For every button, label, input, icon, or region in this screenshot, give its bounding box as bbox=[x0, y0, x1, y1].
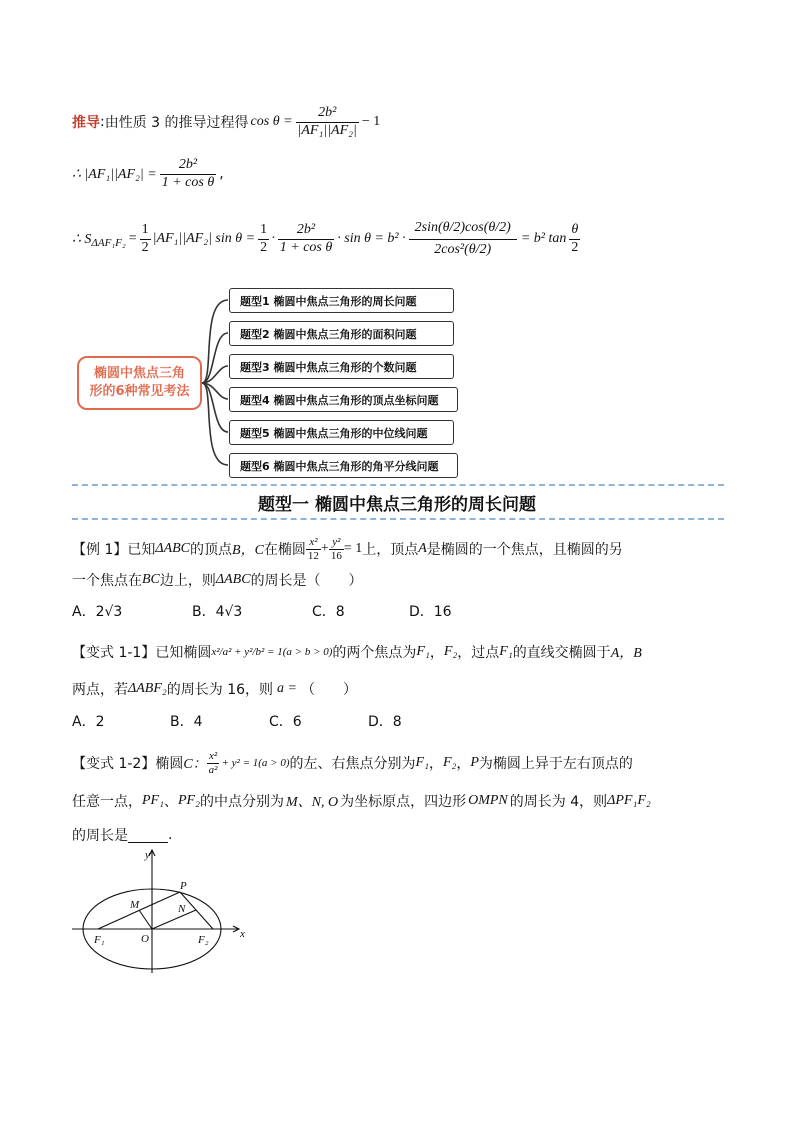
variant1-triangle: ΔABF₂ bbox=[128, 681, 167, 696]
variant2-line2-a: 任意一点， bbox=[72, 794, 142, 810]
example1-text-a: 已知 bbox=[127, 542, 156, 558]
example1-triangle: ΔABC bbox=[155, 541, 191, 556]
example1-line-1 bbox=[72, 529, 623, 569]
line3-end: = b² tan bbox=[520, 231, 567, 246]
variant1-comma: ， bbox=[429, 645, 444, 661]
line3-subscript: ΔAF₁F₂ bbox=[91, 237, 126, 249]
variant1-option-c: C．6 bbox=[269, 714, 302, 730]
big-denominator: 2cos²(θ/2) bbox=[434, 241, 492, 257]
label-y: y bbox=[145, 849, 150, 861]
variant2-line3-a: 的周长是 bbox=[72, 828, 128, 844]
variant1-line-1 bbox=[72, 636, 642, 668]
variant2-x-den: a² bbox=[208, 763, 218, 776]
label-F2: F₂ bbox=[198, 934, 209, 946]
example1-option-b: B．4√3 bbox=[192, 604, 243, 620]
line2-denominator: 1 + cos θ bbox=[161, 174, 215, 190]
variant2-line-2 bbox=[72, 790, 651, 812]
example1-x-fraction bbox=[306, 536, 321, 562]
variant2-PF1: PF₁ bbox=[142, 793, 164, 808]
example1-y-den: 16 bbox=[330, 549, 342, 562]
example1-text-d: 上，顶点 bbox=[362, 542, 419, 558]
line2-lhs: ∴ |AF₁||AF₂| = bbox=[72, 166, 157, 182]
mindmap-item-3: 题型3 椭圆中焦点三角形的个数问题 bbox=[229, 354, 454, 379]
variant1-option-d: D．8 bbox=[368, 714, 402, 730]
variant1-tag: 【变式 1-1】 bbox=[72, 645, 156, 661]
cos-tail: − 1 bbox=[361, 114, 381, 129]
line3-eq1: = bbox=[128, 231, 137, 246]
divider-bottom bbox=[72, 518, 724, 520]
variant2-text-d: 为椭圆上异于左右顶点的 bbox=[478, 756, 633, 772]
variant2-PF2: PF₂ bbox=[177, 793, 200, 808]
line3-2b-num: 2b² bbox=[278, 222, 335, 239]
section-title: 题型一 椭圆中焦点三角形的周长问题 bbox=[258, 495, 536, 515]
line3-2b-den: 1 + cos θ bbox=[279, 239, 333, 255]
variant1-line2-b: 的周长为 16，则 bbox=[166, 682, 274, 698]
line2-numerator: 2b² bbox=[160, 157, 217, 174]
variant2-text-a: 椭圆 bbox=[155, 756, 184, 772]
variant2-line2-d: 的周长为 4，则 bbox=[509, 794, 608, 810]
line3-mid: |AF₁||AF₂| sin θ = bbox=[152, 231, 256, 246]
mindmap-item-1: 题型1 椭圆中焦点三角形的周长问题 bbox=[229, 288, 454, 313]
variant1-text-a: 已知椭圆 bbox=[155, 645, 212, 661]
mindmap-item-2: 题型2 椭圆中焦点三角形的面积问题 bbox=[229, 321, 454, 346]
example1-text-c: 在椭圆 bbox=[263, 542, 306, 558]
variant2-line2-c: 为坐标原点，四边形 bbox=[340, 794, 467, 810]
variant1-line2-a: 两点，若 bbox=[72, 682, 128, 698]
variant1-line-2 bbox=[72, 678, 357, 700]
mindmap-item-6: 题型6 椭圆中焦点三角形的角平分线问题 bbox=[229, 453, 458, 478]
ellipse-figure bbox=[68, 845, 258, 975]
variant1-option-b: B．4 bbox=[170, 714, 203, 730]
example1-text-b: 的顶点 bbox=[190, 542, 233, 558]
mindmap-center-line-2: 形的6种常见考法 bbox=[89, 384, 190, 399]
theta-den: 2 bbox=[571, 239, 579, 255]
label-N: N bbox=[178, 903, 186, 915]
variant2-line-1 bbox=[72, 743, 633, 783]
cos-lhs: cos θ = bbox=[250, 114, 293, 129]
half-den-2: 2 bbox=[260, 239, 268, 255]
mindmap-center bbox=[77, 356, 202, 410]
derivation-label: 推导 bbox=[72, 115, 100, 131]
line2-tail: , bbox=[219, 166, 224, 182]
half-den-1: 2 bbox=[141, 239, 149, 255]
variant1-text-d: 的直线交椭圆于 bbox=[512, 645, 611, 661]
example1-y-fraction bbox=[329, 536, 344, 562]
variant2-x-fraction bbox=[207, 750, 220, 776]
cos-denominator: |AF₁||AF₂| bbox=[297, 122, 357, 138]
example1-points: B，C bbox=[232, 543, 264, 558]
connector-1 bbox=[202, 300, 228, 383]
example1-option-c: C．8 bbox=[312, 604, 345, 620]
half-num-2: 1 bbox=[258, 222, 269, 239]
divider-top bbox=[72, 484, 724, 486]
variant2-P: P bbox=[470, 755, 479, 770]
label-P: P bbox=[180, 880, 187, 892]
example1-text-e: 是椭圆的一个焦点，且椭圆的另 bbox=[426, 542, 623, 558]
variant1-line2-c: （ ） bbox=[300, 682, 357, 698]
variant1-text-b: 的两个焦点为 bbox=[332, 645, 417, 661]
line3-sin: · sin θ = b² · bbox=[337, 231, 406, 246]
example1-line2-a: 一个焦点在 bbox=[72, 573, 142, 589]
example1-option-d: D．16 bbox=[409, 604, 452, 620]
variant2-OMPN: OMPN bbox=[468, 793, 508, 808]
example1-tag: 【例 1】 bbox=[72, 542, 128, 558]
example1-rhs: = 1 bbox=[343, 541, 363, 556]
variant2-triangle: ΔPF₁F₂ bbox=[607, 793, 651, 808]
variant2-x-num: x² bbox=[207, 750, 220, 764]
example1-plus: + bbox=[320, 541, 329, 556]
variant2-line-3 bbox=[72, 824, 172, 846]
variant2-F1: F₁ bbox=[415, 755, 429, 770]
label-x: x bbox=[240, 928, 245, 940]
variant1-F1: F₁ bbox=[416, 644, 430, 659]
variant1-equation: x²/a² + y²/b² = 1(a > b > 0) bbox=[211, 646, 333, 658]
variant2-C: C： bbox=[183, 757, 207, 772]
example1-x-num: x² bbox=[306, 536, 321, 550]
answer-blank[interactable] bbox=[128, 828, 168, 843]
variant1-F2: F₂ bbox=[443, 644, 458, 659]
segment-ON bbox=[152, 910, 196, 929]
example1-triangle-2: ΔABC bbox=[215, 572, 251, 587]
variant2-text-c: ， bbox=[456, 756, 471, 772]
variant1-text-c: ，过点 bbox=[457, 645, 500, 661]
variant2-tag: 【变式 1-2】 bbox=[72, 756, 156, 772]
derivation-text: 由性质 3 的推导过程得 bbox=[104, 115, 249, 131]
mindmap-item-4: 题型4 椭圆中焦点三角形的顶点坐标问题 bbox=[229, 387, 458, 412]
variant2-MNO: M、N, O bbox=[285, 795, 339, 810]
segment-OM bbox=[139, 910, 152, 929]
big-numerator: 2sin(θ/2)cos(θ/2) bbox=[409, 218, 517, 239]
example1-line2-b: 边上，则 bbox=[159, 573, 216, 589]
mindmap-center-line-1: 椭圆中焦点三角 bbox=[93, 365, 185, 381]
example1-option-a: A．2√3 bbox=[72, 604, 123, 620]
example1-A: A bbox=[418, 541, 427, 556]
example1-y-num: y² bbox=[329, 536, 344, 550]
variant2-line3-b: . bbox=[168, 827, 173, 843]
half-num-1: 1 bbox=[140, 222, 151, 239]
variant1-a-eq: a = bbox=[277, 681, 297, 696]
example1-line-2 bbox=[72, 569, 363, 591]
variant2-eq-tail: + y² = 1(a > 0) bbox=[221, 757, 290, 769]
label-M: M bbox=[130, 899, 140, 911]
cos-numerator: 2b² bbox=[296, 105, 359, 122]
line3-dot: · bbox=[271, 231, 276, 246]
example1-line2-c: 的周长是（ ） bbox=[250, 573, 363, 589]
variant1-option-a: A．2 bbox=[72, 714, 105, 730]
variant2-F2: F₂ bbox=[442, 755, 457, 770]
label-O: O bbox=[141, 933, 149, 945]
variant1-AB: A，B bbox=[610, 646, 642, 661]
connector-6 bbox=[202, 383, 228, 465]
example1-BC: BC bbox=[142, 572, 160, 587]
variant2-text-b: 的左、右焦点分别为 bbox=[289, 756, 416, 772]
example1-x-den: 12 bbox=[307, 549, 319, 562]
variant2-sep: 、 bbox=[163, 794, 178, 810]
label-F1: F₁ bbox=[94, 934, 105, 946]
variant2-comma: ， bbox=[428, 756, 443, 772]
theta-num: θ bbox=[569, 222, 580, 239]
derivation-colon: : bbox=[100, 114, 105, 130]
variant2-line2-b: 的中点分别为 bbox=[199, 794, 284, 810]
line3-lhs: ∴ S bbox=[72, 231, 92, 247]
variant1-F1-b: F₁ bbox=[499, 644, 513, 659]
mindmap-item-5: 题型5 椭圆中焦点三角形的中位线问题 bbox=[229, 420, 454, 445]
